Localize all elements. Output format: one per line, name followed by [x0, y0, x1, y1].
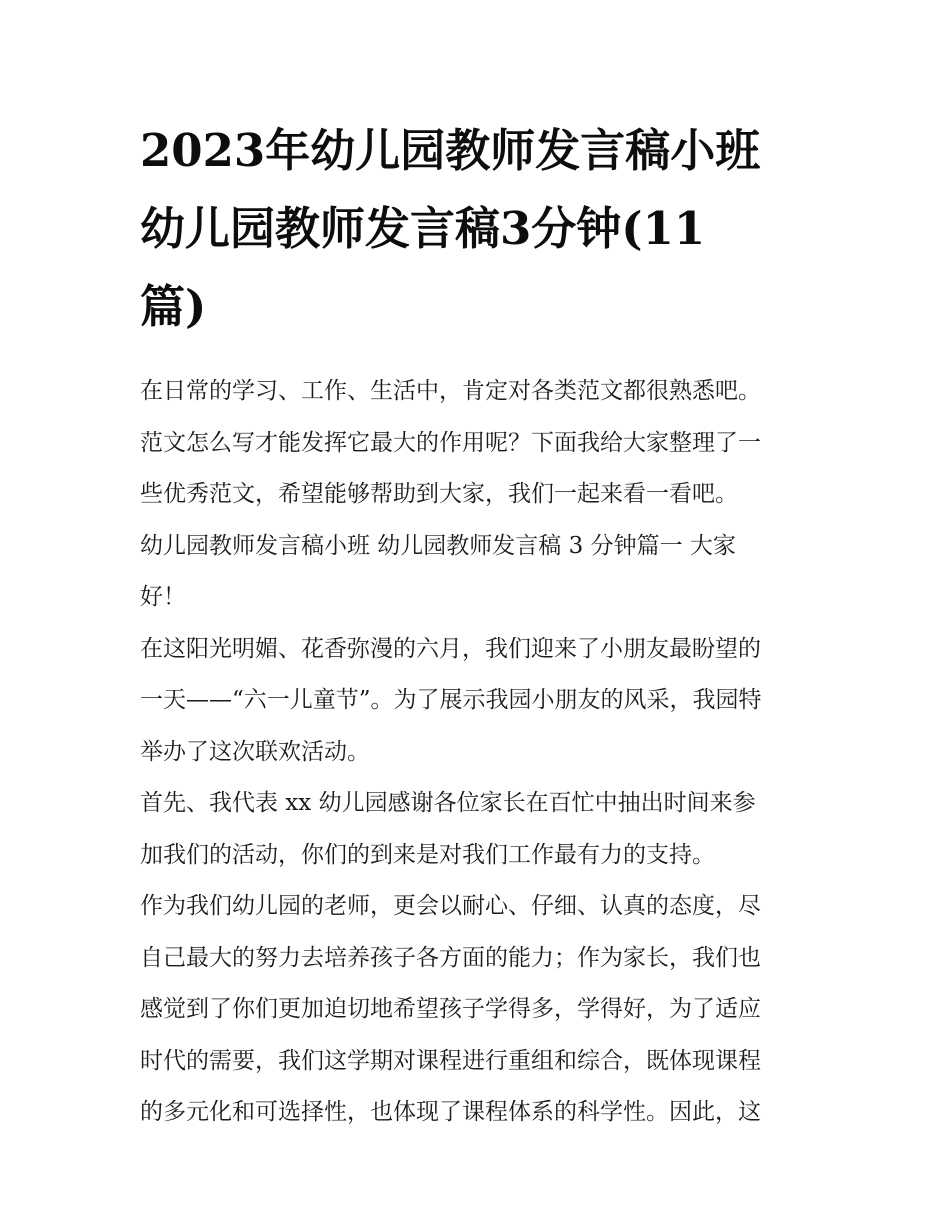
- body-line: 一天——“六一儿童节”。为了展示我园小朋友的风采，我园特: [140, 687, 762, 713]
- body-line: 幼儿园教师发言稿小班 幼儿园教师发言稿 3 分钟篇一 大家: [140, 532, 736, 559]
- body-line: 的多元化和可选择性，也体现了课程体系的科学性。因此，这: [140, 1099, 761, 1125]
- body-line: 举办了这次联欢活动。: [140, 738, 370, 765]
- document-title: [140, 112, 820, 346]
- document-page: [140, 112, 820, 1139]
- body-line: 时代的需要，我们这学期对课程进行重组和综合，既体现课程: [140, 1047, 761, 1074]
- title-line-3: 篇): [140, 280, 207, 333]
- body-line: 首先、我代表 xx 幼儿园感谢各位家长在百忙中抽出时间来参: [140, 790, 756, 816]
- body-line: 作为我们幼儿园的老师，更会以耐心、仔细、认真的态度，尽: [140, 893, 761, 919]
- document-body: [140, 366, 820, 1139]
- title-line-2: 幼儿园教师发言稿3分钟(11: [140, 202, 706, 255]
- body-line: 感觉到了你们更加迫切地希望孩子学得多，学得好，为了适应: [140, 996, 761, 1022]
- body-line: 好！: [140, 584, 186, 610]
- title-line-1: 2023年幼儿园教师发言稿小班: [140, 124, 761, 177]
- body-line: 些优秀范文，希望能够帮助到大家，我们一起来看一看吧。: [140, 481, 738, 507]
- body-line: 自己最大的努力去培养孩子各方面的能力；作为家长，我们也: [140, 944, 761, 971]
- body-line: 在这阳光明媚、花香弥漫的六月，我们迎来了小朋友最盼望的: [140, 635, 761, 662]
- body-line: 加我们的活动，你们的到来是对我们工作最有力的支持。: [140, 841, 715, 868]
- body-line: 范文怎么写才能发挥它最大的作用呢？下面我给大家整理了一: [140, 429, 761, 456]
- body-line: 在日常的学习、工作、生活中，肯定对各类范文都很熟悉吧。: [140, 378, 761, 404]
